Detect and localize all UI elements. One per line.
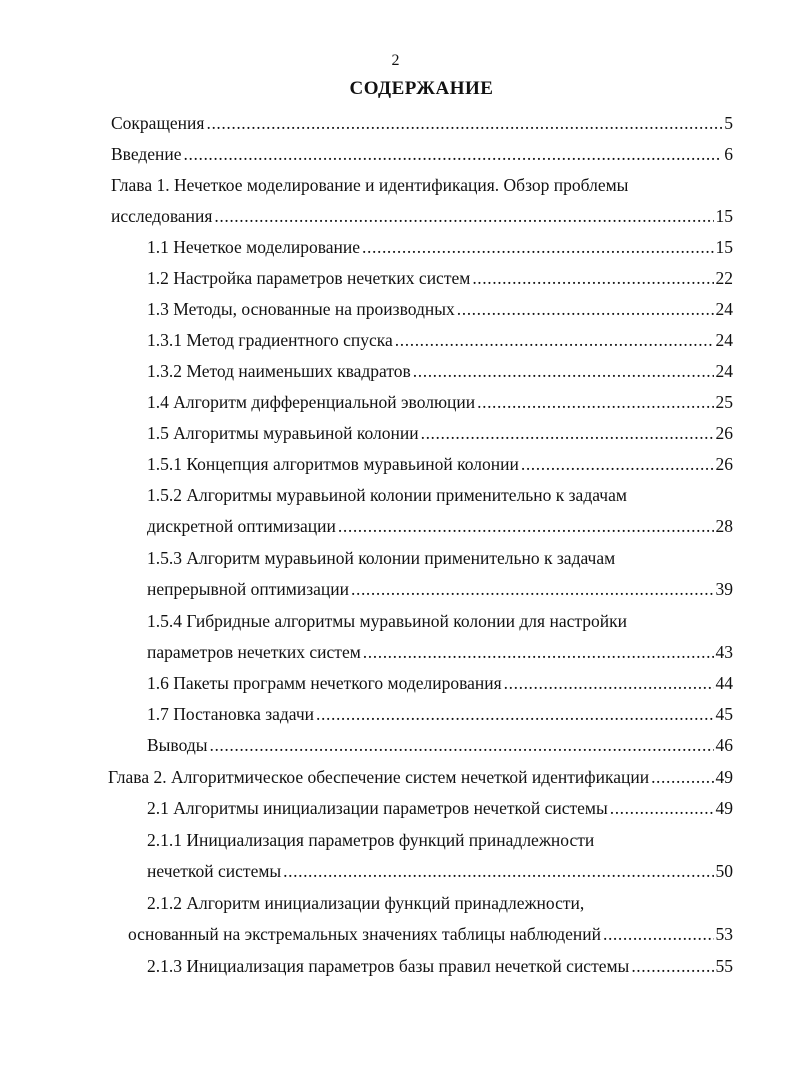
toc-entry-chapter2 [108,766,733,788]
toc-entry-page: 49 [715,798,733,818]
toc-entry-text: 1.1 Нечеткое моделирование [147,237,361,257]
toc-entry-page: 46 [715,735,733,755]
toc-leader-dots [363,641,714,663]
toc-entry-page: 24 [715,299,733,319]
toc-leader-dots [362,236,713,258]
toc-leader-dots [651,766,713,788]
toc-entry-text: исследования [111,206,213,226]
toc-leader-dots [421,422,714,444]
toc-entry-1-3-1 [147,329,733,351]
toc-entry-1-5-2 [147,515,733,537]
toc-entry-page: 55 [715,956,733,976]
toc-entry-text: 1.2 Настройка параметров нечетких систем [147,268,471,288]
toc-leader-dots [214,205,713,227]
toc-leader-dots [477,391,713,413]
toc-entry-text: дискретной оптимизации [147,516,336,536]
toc-entry-conclusions [147,734,733,756]
toc-leader-dots [206,112,722,134]
toc-leader-dots [413,360,714,382]
toc-entry-2-1-1-line1: 2.1.1 Инициализация параметров функций принадлежности [147,830,595,850]
toc-entry-abbreviations [111,112,733,134]
toc-entry-text: непрерывной оптимизации [147,579,349,599]
page-number: 2 [391,52,400,69]
toc-entry-page: 50 [715,861,733,881]
toc-entry-1-1 [147,236,733,258]
toc-leader-dots [610,797,714,819]
toc-entry-introduction [111,143,733,165]
toc-entry-text: 1.5.1 Концепция алгоритмов муравьиной колонии [147,454,519,474]
toc-entry-page: 53 [715,924,733,944]
toc-entry-page: 28 [715,516,733,536]
toc-leader-dots [395,329,714,351]
toc-leader-dots [521,453,714,475]
toc-entry-1-5-3-line1: 1.5.3 Алгоритм муравьиной колонии применительно к задачам [147,548,616,568]
toc-entry-text: основанный на экстремальных значениях таблицы наблюдений [128,924,601,944]
toc-entry-page: 45 [715,704,733,724]
toc-title: СОДЕРЖАНИЕ [349,78,494,99]
toc-entry-page: 24 [715,330,733,350]
toc-entry-1-4 [147,391,733,413]
toc-entry-page: 49 [715,767,733,787]
toc-entry-page: 6 [724,144,733,164]
toc-entry-text: 2.1 Алгоритмы инициализации параметров нечеткой системы [147,798,608,818]
toc-entry-page: 5 [724,113,733,133]
toc-leader-dots [631,955,713,977]
toc-entry-1-5-4-line1: 1.5.4 Гибридные алгоритмы муравьиной колонии для настройки [147,611,627,631]
toc-entry-1-5 [147,422,733,444]
toc-entry-page: 26 [715,454,733,474]
toc-entry-page: 44 [715,673,733,693]
toc-leader-dots [209,734,713,756]
toc-entry-2-1-3 [147,955,733,977]
toc-entry-text: 1.7 Постановка задачи [147,704,315,724]
toc-entry-text: 1.3.2 Метод наименьших квадратов [147,361,411,381]
toc-entry-text: 1.4 Алгоритм дифференциальной эволюции [147,392,476,412]
toc-leader-dots [472,267,713,289]
toc-entry-page: 15 [715,237,733,257]
toc-leader-dots [457,298,714,320]
toc-leader-dots [504,672,714,694]
toc-leader-dots [603,923,714,945]
toc-entry-text: параметров нечетких систем [147,642,361,662]
toc-entry-1-7 [147,703,733,725]
toc-entry-text: 1.3 Методы, основанные на производных [147,299,455,319]
toc-entry-1-3-2 [147,360,733,382]
toc-entry-1-6 [147,672,733,694]
toc-entry-2-1 [147,797,733,819]
toc-entry-text: Глава 2. Алгоритмическое обеспечение систем нечеткой идентификации [108,767,650,787]
toc-entry-1-3 [147,298,733,320]
toc-leader-dots [184,143,723,165]
toc-entry-2-1-1 [147,860,733,882]
toc-entry-1-5-4 [147,641,733,663]
toc-entry-2-1-2 [128,923,733,945]
toc-entry-text: Сокращения [111,113,205,133]
toc-entry-text: 1.6 Пакеты программ нечеткого моделирования [147,673,502,693]
toc-entry-1-5-3 [147,578,733,600]
toc-entry-text: 1.5 Алгоритмы муравьиной колонии [147,423,419,443]
toc-entry-page: 39 [715,579,733,599]
toc-entry-page: 22 [715,268,733,288]
toc-entry-page: 43 [715,642,733,662]
toc-entry-page: 24 [715,361,733,381]
toc-entry-text: Выводы [147,735,208,755]
toc-leader-dots [283,860,713,882]
toc-entry-chapter1 [111,205,733,227]
toc-entry-text: 1.3.1 Метод градиентного спуска [147,330,393,350]
toc-leader-dots [338,515,714,537]
toc-entry-1-2 [147,267,733,289]
toc-entry-2-1-2-line1: 2.1.2 Алгоритм инициализации функций принадлежности, [147,893,585,913]
toc-entry-page: 25 [715,392,733,412]
toc-entry-text: 2.1.3 Инициализация параметров базы правил нечеткой системы [147,956,630,976]
toc-entry-1-5-2-line1: 1.5.2 Алгоритмы муравьиной колонии применительно к задачам [147,485,627,505]
toc-entry-page: 15 [715,206,733,226]
toc-entry-text: нечеткой системы [147,861,282,881]
toc-entry-chapter1-line1: Глава 1. Нечеткое моделирование и идентификация. Обзор проблемы [111,175,629,195]
toc-entry-page: 26 [715,423,733,443]
toc-entry-text: Введение [111,144,182,164]
toc-leader-dots [316,703,713,725]
toc-entry-1-5-1 [147,453,733,475]
toc-leader-dots [351,578,714,600]
